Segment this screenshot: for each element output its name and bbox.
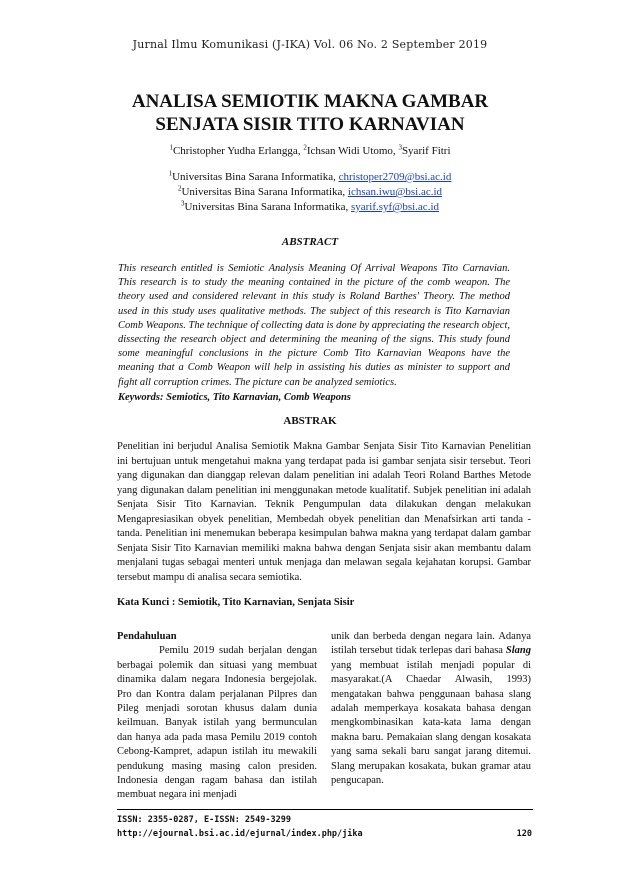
title-line-1: ANALISA SEMIOTIK MAKNA GAMBAR: [131, 91, 489, 112]
abstract-heading: ABSTRACT: [281, 236, 339, 248]
affiliation-3-email-link[interactable]: syarif.syf@bsi.ac.id: [350, 201, 439, 213]
abstrak-text: Penelitian ini berjudul Analisa Semiotik Makna Gambar Senjata Sisir Tito Karnavian Penelitian ini bertujuan untuk mengetahui makna yang terdapat pada isi gambar senjata sisir tersebut. Teori yang digunakan dan dianggap relevan dalam penelitian ini adalah Teori Roland Barthes Metode yang digunakan dalam penelitian ini menggunakan metode kualitatif. Subjek penelitian ini adalah Senjata Sisir Tito Karnavian. Teknik Pengumpulan data dilakukan dengan melakukan Mengapresiasikan obyek penelitian, Membedah obyek penelitian dan Menafsirkan arti tanda - tanda. Penelitian ini menemukan beberapa kesimpulan bahwa makna yang terdapat dalam gambar Senjata Sisir Tito Karnavian memiliki makna bahwa dengan Senjata sisir akan membantu dalam menjalani tugas sebagai menteri untuk menjaga dan melawan segala kejahatan korupsi. Gambar tersebut mampu di analisa secara semiotika.: [117, 441, 531, 583]
author-2: Ichsan Widi Utomo,: [306, 145, 399, 157]
body-right-slang: Slang: [505, 645, 531, 657]
author-1: Christopher Yudha Erlangga,: [172, 145, 304, 157]
author-3: Syarif Fitri: [401, 145, 451, 157]
affiliation-1: [0, 170, 620, 185]
affiliation-2-name: Universitas Bina Sarana Informatika,: [181, 186, 348, 198]
author-3-sup: 3: [398, 143, 402, 152]
affiliation-3-sup: 3: [180, 199, 185, 208]
affiliation-list: [0, 170, 620, 215]
footer-url-link[interactable]: http://ejournal.bsi.ac.id/ejurnal/index.php/jika: [117, 829, 363, 839]
footer-divider: [117, 809, 533, 810]
body-column-left: [117, 630, 317, 803]
paper-title: [60, 90, 560, 136]
affiliation-1-sup: 1: [168, 169, 173, 178]
body-right-pre: unik dan berbeda dengan negara lain. Adanya istilah tersebut tidak terlepas dari bahasa: [331, 631, 531, 657]
affiliation-2-sup: 2: [177, 184, 182, 193]
abstract-text: This research entitled is Semiotic Analysis Meaning Of Arrival Weapons Tito Carnavian. This research is to study the meaning contained in the picture of the comb weapon. The theory used and considered relevant in this study is Roland Barthes' Theory. The method used in this study uses qualitative methods. The subject of this research is Tito Karnavian Comb Weapons. The technique of collecting data is done by appreciating the research object, dissecting the research object and determining the meaning of the signs. This study found some meaningful conclusions in the picture Comb Tito Karnavian Weapons have the meaning that a Comb Weapon will help in assisting his duties as minister to support and fight all corruption crimes. The picture can be analyzed semiotics.: [118, 263, 510, 388]
affiliation-1-email-link[interactable]: christoper2709@bsi.ac.id: [338, 171, 452, 183]
footer-issn: ISSN: 2355-0287, E-ISSN: 2549-3299: [117, 815, 291, 825]
abstrak-keywords: Kata Kunci : Semiotik, Tito Karnavian, Senjata Sisir: [117, 597, 355, 608]
author-1-sup: 1: [169, 143, 173, 152]
author-2-sup: 2: [303, 143, 307, 152]
abstract-keywords: Keywords: Semiotics, Tito Karnavian, Comb Weapons: [118, 392, 351, 403]
section-heading-pendahuluan: Pendahuluan: [117, 631, 177, 642]
affiliation-3: [0, 200, 620, 215]
body-column-right: [331, 630, 531, 788]
title-line-2: SENJATA SISIR TITO KARNAVIAN: [155, 114, 465, 135]
body-paragraph-right: [331, 630, 531, 788]
body-right-post: yang membuat istilah menjadi popular di masyarakat.(A Chaedar Alwasih, 1993) mengatakan bahwa penggunaan bahasa slang adalah memperkaya kosakata bahasa dengan mengkombinasikan kata-kata lama dengan makna baru. Pemakaian slang dengan kosakata yang sama sekali baru sangat jarang ditemui. Slang merupakan kosakata, bukan gramar atau pengucapan.: [331, 659, 531, 787]
affiliation-3-name: Universitas Bina Sarana Informatika,: [184, 201, 351, 213]
affiliation-1-name: Universitas Bina Sarana Informatika,: [172, 171, 339, 183]
journal-header: Jurnal Ilmu Komunikasi (J-IKA) Vol. 06 No. 2 September 2019: [132, 38, 488, 51]
affiliation-2-email-link[interactable]: ichsan.iwu@bsi.ac.id: [347, 186, 443, 198]
page-number: 120: [516, 829, 532, 839]
abstrak-heading: ABSTRAK: [283, 415, 337, 427]
affiliation-2: [0, 185, 620, 200]
author-list: [0, 145, 620, 157]
body-paragraph-left: Pemilu 2019 sudah berjalan dengan berbagai polemik dan situasi yang membuat dinamika dalam negara Indonesia bergejolak. Pro dan Kontra dalam perjalanan Pilpres dan Pileg menjadi sorotan khusus dalam dunia keilmuan. Banyak istilah yang bermunculan dan hanya ada pada masa Pemilu 2019 contoh Cebong-Kampret, adapun istilah itu mewakili pendukung masing masing calon presiden. Indonesia dengan ragam bahasa dan istilah membuat negara ini menjadi: [117, 645, 317, 801]
